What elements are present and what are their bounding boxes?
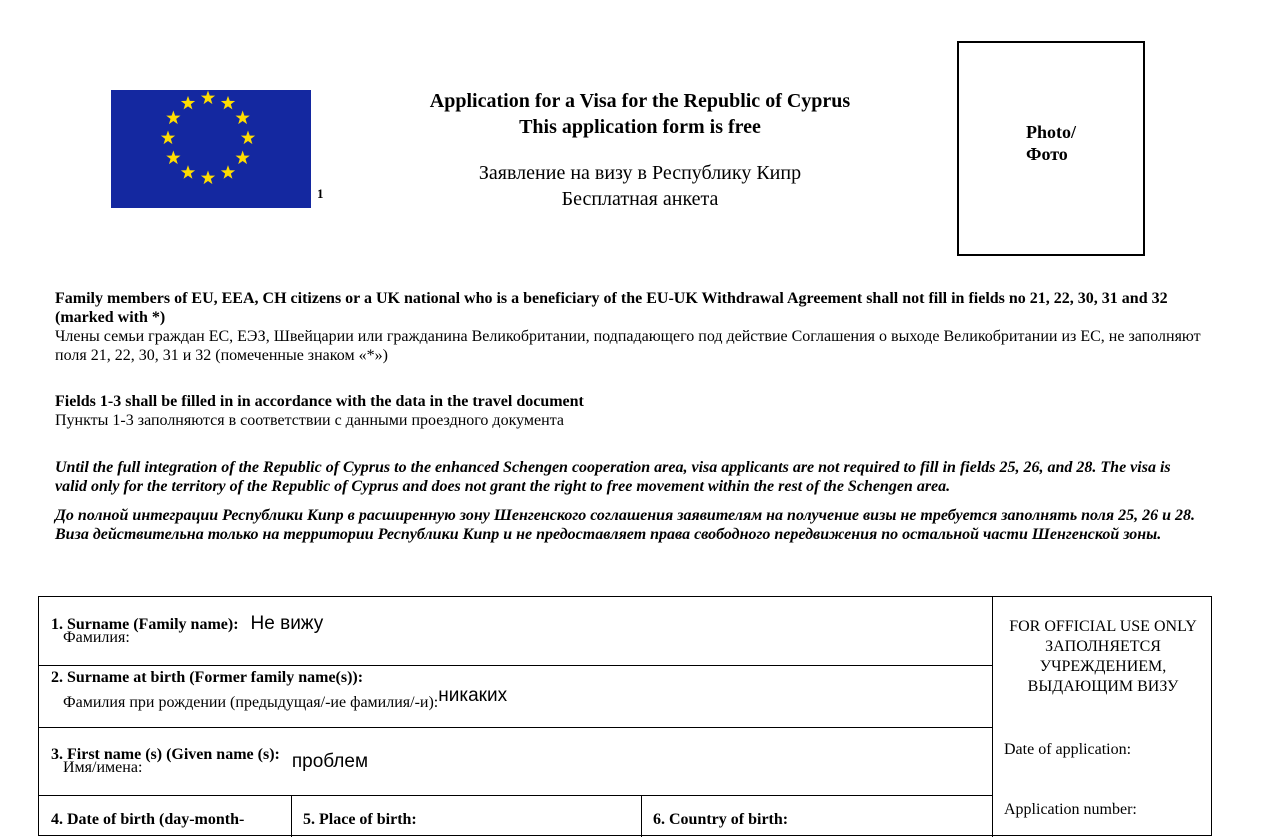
eu-star — [181, 165, 195, 179]
family-members-notice — [55, 289, 1205, 365]
photo-label-en: Photo/ — [1025, 121, 1076, 142]
eu-star — [166, 151, 180, 165]
title-ru-line1: Заявление на визу в Республику Кипр — [478, 162, 802, 184]
eu-star — [166, 111, 180, 125]
application-form-table — [38, 596, 1212, 836]
country-of-birth-label: 6. Country of birth: — [653, 811, 789, 828]
eu-star — [236, 151, 250, 165]
official-use-en: FOR OFFICIAL USE ONLY — [1009, 618, 1197, 635]
eu-star — [221, 165, 235, 179]
fields-notice-ru: Пункты 1-3 заполняются в соответствии с данными проездного документа — [55, 412, 564, 429]
eu-star — [161, 131, 175, 145]
title-en-line2: This application form is free — [519, 116, 761, 138]
eu-star — [201, 91, 215, 105]
surname-label-ru: Фамилия: — [63, 629, 130, 646]
integration-notice-ru: До полной интеграции Республики Кипр в расширенную зону Шенгенского соглашения заявителям на получение визы не требуется заполнять поля 25, 26 и 28. Виза действительна только на территории Республики Кипр и не предоставляет права свободного передвижения по остальной части Шенгенской зоны. — [55, 507, 1195, 543]
eu-flag — [111, 90, 311, 208]
family-notice-ru: Члены семьи граждан ЕС, ЕЭЗ, Швейцарии или гражданина Великобритании, подпадающего под действие Соглашения о выходе Великобритании из ЕС, не заполняют поля 21, 22, 30, 31 и 32 (помеченные знаком «*») — [55, 328, 1201, 364]
field-first-name — [51, 743, 368, 777]
flag-footnote: 1 — [317, 186, 324, 201]
eu-star — [221, 96, 235, 110]
eu-stars-icon — [111, 90, 311, 208]
field-surname-at-birth — [51, 669, 507, 713]
surname-label-en: 1. Surname (Family name): — [51, 616, 239, 633]
eu-star — [181, 96, 195, 110]
application-number-label: Application number: — [1004, 801, 1137, 818]
title-block — [380, 88, 900, 212]
official-use-ru: ЗАПОЛНЯЕТСЯ УЧРЕЖДЕНИЕМ, ВЫДАЮЩИМ ВИЗУ — [1027, 638, 1179, 695]
fields-notice-en: Fields 1-3 shall be filled in in accordance with the data in the travel document — [55, 393, 584, 410]
official-use-box — [994, 617, 1212, 697]
title-ru-line2: Бесплатная анкета — [561, 188, 719, 210]
eu-star — [236, 111, 250, 125]
first-name-value[interactable]: проблем — [291, 751, 369, 772]
field-surname — [51, 613, 323, 647]
date-of-application-label: Date of application: — [1004, 741, 1132, 758]
fields-notice — [55, 392, 1205, 430]
title-en-line1: Application for a Visa for the Republic of Cyprus — [429, 90, 851, 112]
family-notice-en: Family members of EU, EEA, CH citizens or a UK national who is a beneficiary of the EU-UK Withdrawal Agreement shall not fill in fields no 21, 22, 30, 31 and 32 (marked with *) — [55, 290, 1168, 326]
integration-notice-en: Until the full integration of the Republic of Cyprus to the enhanced Schengen cooperation area, visa applicants are not required to fill in fields 25, 26, and 28. The visa is valid only for the territory of the Republic of Cyprus and does not grant the right to free movement within the rest of the Schengen area. — [55, 459, 1171, 495]
surname-at-birth-value[interactable]: никаких — [438, 685, 508, 706]
place-of-birth-label: 5. Place of birth: — [303, 811, 417, 828]
first-name-label-ru: Имя/имена: — [63, 759, 143, 776]
photo-label-ru: Фото — [1025, 143, 1068, 164]
first-name-label-en: 3. First name (s) (Given name (s): — [51, 746, 280, 763]
surname-at-birth-label-en: 2. Surname at birth (Former family name(s)): — [51, 669, 364, 686]
eu-star — [201, 171, 215, 185]
eu-star — [241, 131, 255, 145]
surname-at-birth-label-ru: Фамилия при рождении (предыдущая/-ие фамилия/-и): — [63, 694, 439, 711]
photo-box — [957, 41, 1145, 256]
surname-value[interactable]: Не вижу — [250, 613, 324, 634]
date-of-birth-label: 4. Date of birth (day-month- — [51, 811, 245, 828]
